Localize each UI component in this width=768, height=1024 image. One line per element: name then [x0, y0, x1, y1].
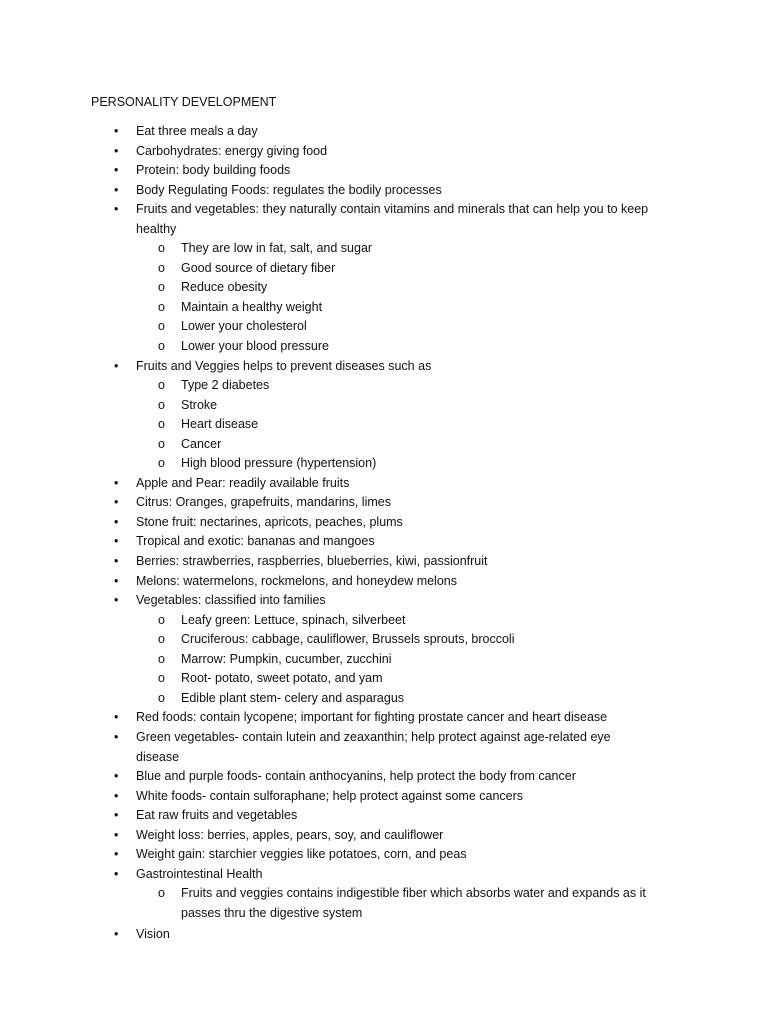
list-item	[0, 513, 768, 533]
bullet-icon: •	[114, 808, 119, 823]
list-item-text: Berries: strawberries, raspberries, blueberries, kiwi, passionfruit	[136, 554, 488, 569]
list-item	[0, 925, 768, 945]
sub-list-item	[0, 884, 656, 923]
list-item-text: Stone fruit: nectarines, apricots, peaches, plums	[136, 514, 403, 529]
sub-bullet-icon: o	[158, 378, 165, 393]
list-item-text: Weight gain: starchier veggies like potatoes, corn, and peas	[136, 847, 467, 862]
list-item	[0, 493, 768, 513]
list-item	[0, 142, 768, 162]
sub-bullet-icon: o	[158, 299, 165, 314]
bullet-icon: •	[114, 827, 119, 842]
list-item	[0, 767, 768, 787]
document-title: PERSONALITY DEVELOPMENT	[91, 95, 277, 109]
list-item	[0, 181, 768, 201]
list-item-text: Edible plant stem- celery and asparagus	[181, 690, 405, 705]
list-item-text: Lower your cholesterol	[181, 319, 307, 334]
bullet-icon: •	[114, 358, 119, 373]
list-item	[0, 708, 656, 728]
bullet-icon: •	[114, 554, 119, 569]
list-item-text: Citrus: Oranges, grapefruits, mandarins, limes	[136, 495, 391, 510]
list-item-text: Fruits and vegetables: they naturally contain vitamins and minerals that can help you to keep healthy	[136, 202, 649, 236]
bullet-icon: •	[114, 769, 119, 784]
sub-list-item	[0, 298, 768, 318]
sub-list-item	[0, 415, 768, 435]
list-item	[0, 200, 656, 239]
list-item	[0, 591, 768, 611]
sub-bullet-icon: o	[158, 260, 165, 275]
list-item-text: Gastrointestinal Health	[136, 866, 263, 881]
list-item-text: Apple and Pear: readily available fruits	[136, 475, 350, 490]
list-item-text: Marrow: Pumpkin, cucumber, zucchini	[181, 651, 392, 666]
sub-list-item	[0, 239, 768, 259]
sub-list-item	[0, 454, 768, 474]
sub-bullet-icon: o	[158, 436, 165, 451]
sub-bullet-icon: o	[158, 339, 165, 354]
sub-bullet-icon: o	[158, 241, 165, 256]
sub-list-item	[0, 630, 768, 650]
list-item	[0, 728, 656, 767]
sub-bullet-icon: o	[158, 397, 165, 412]
bullet-icon: •	[114, 534, 119, 549]
list-item-text: Tropical and exotic: bananas and mangoes	[136, 534, 375, 549]
bullet-icon: •	[114, 573, 119, 588]
list-item-text: Blue and purple foods- contain anthocyanins, help protect the body from cancer	[136, 769, 576, 784]
bullet-icon: •	[114, 729, 119, 744]
list-item-text: Leafy green: Lettuce, spinach, silverbeet	[181, 612, 406, 627]
bullet-icon: •	[114, 163, 119, 178]
sub-list-item	[0, 376, 768, 396]
sub-bullet-icon: o	[158, 690, 165, 705]
sub-bullet-icon: o	[158, 651, 165, 666]
list-item-text: Eat raw fruits and vegetables	[136, 808, 298, 823]
list-item-text: Cancer	[181, 436, 222, 451]
list-item-text: Fruits and Veggies helps to prevent diseases such as	[136, 358, 432, 373]
list-item-text: Vegetables: classified into families	[136, 593, 326, 608]
list-item	[0, 865, 768, 885]
bullet-icon: •	[114, 475, 119, 490]
bullet-icon: •	[114, 927, 119, 942]
bullet-icon: •	[114, 182, 119, 197]
list-item-text: Type 2 diabetes	[181, 378, 270, 393]
list-item-text: Good source of dietary fiber	[181, 260, 336, 275]
list-item-text: Green vegetables- contain lutein and zeaxanthin; help protect against age-related eye disease	[136, 729, 611, 764]
sub-list-item	[0, 278, 768, 298]
list-item-text: White foods- contain sulforaphane; help protect against some cancers	[136, 788, 524, 803]
bullet-icon: •	[114, 143, 119, 158]
list-item-text: Reduce obesity	[181, 280, 268, 295]
list-item	[0, 532, 768, 552]
sub-bullet-icon: o	[158, 612, 165, 627]
list-item-text: Cruciferous: cabbage, cauliflower, Brussels sprouts, broccoli	[181, 632, 515, 647]
sub-bullet-icon: o	[158, 319, 165, 334]
sub-bullet-icon: o	[158, 280, 165, 295]
list-item	[0, 826, 768, 846]
list-item	[0, 572, 768, 592]
list-item-text: They are low in fat, salt, and sugar	[181, 241, 373, 256]
bullet-icon: •	[114, 495, 119, 510]
list-item	[0, 122, 768, 142]
list-item	[0, 845, 768, 865]
sub-bullet-icon: o	[158, 417, 165, 432]
sub-list-item	[0, 611, 768, 631]
sub-list-item	[0, 317, 768, 337]
sub-bullet-icon: o	[158, 632, 165, 647]
sub-list-item	[0, 650, 768, 670]
bullet-icon: •	[114, 866, 119, 881]
list-item-text: Red foods: contain lycopene; important for fighting prostate cancer and heart disease	[136, 710, 608, 725]
list-item-text: Fruits and veggies contains indigestible fiber which absorbs water and expands as it passes thru the digestive system	[181, 886, 646, 920]
list-item-text: Carbohydrates: energy giving food	[136, 143, 328, 158]
list-item	[0, 552, 768, 572]
list-item-text: Body Regulating Foods: regulates the bodily processes	[136, 182, 442, 197]
bullet-icon: •	[114, 124, 119, 138]
list-item-text: Vision	[136, 927, 170, 942]
list-item	[0, 787, 768, 807]
sub-list-item	[0, 259, 768, 279]
list-item	[0, 474, 768, 494]
list-item-text: Eat three meals a day	[136, 124, 258, 138]
bullet-icon: •	[114, 788, 119, 803]
list-item-text: Protein: body building foods	[136, 163, 291, 178]
list-item-text: Heart disease	[181, 417, 259, 432]
bullet-icon: •	[114, 514, 119, 529]
list-item-text: Melons: watermelons, rockmelons, and honeydew melons	[136, 573, 457, 588]
bullet-icon: •	[114, 593, 119, 608]
sub-bullet-icon: o	[158, 456, 165, 471]
sub-list-item	[0, 396, 768, 416]
sub-list-item	[0, 669, 768, 689]
sub-list-item	[0, 689, 768, 709]
sub-bullet-icon: o	[158, 886, 165, 901]
sub-list-item	[0, 337, 768, 357]
sub-bullet-icon: o	[158, 671, 165, 686]
list-item-text: High blood pressure (hypertension)	[181, 456, 377, 471]
list-item-text: Stroke	[181, 397, 218, 412]
bullet-icon: •	[114, 847, 119, 862]
list-item-text: Root- potato, sweet potato, and yam	[181, 671, 383, 686]
bullet-list	[0, 122, 768, 945]
list-item-text: Maintain a healthy weight	[181, 299, 323, 314]
list-item-text: Lower your blood pressure	[181, 339, 329, 354]
list-item-text: Weight loss: berries, apples, pears, soy, and cauliflower	[136, 827, 444, 842]
list-item	[0, 806, 768, 826]
sub-list-item	[0, 435, 768, 455]
bullet-icon: •	[114, 710, 119, 725]
list-item	[0, 357, 768, 377]
list-item	[0, 161, 768, 181]
bullet-icon: •	[114, 202, 119, 217]
